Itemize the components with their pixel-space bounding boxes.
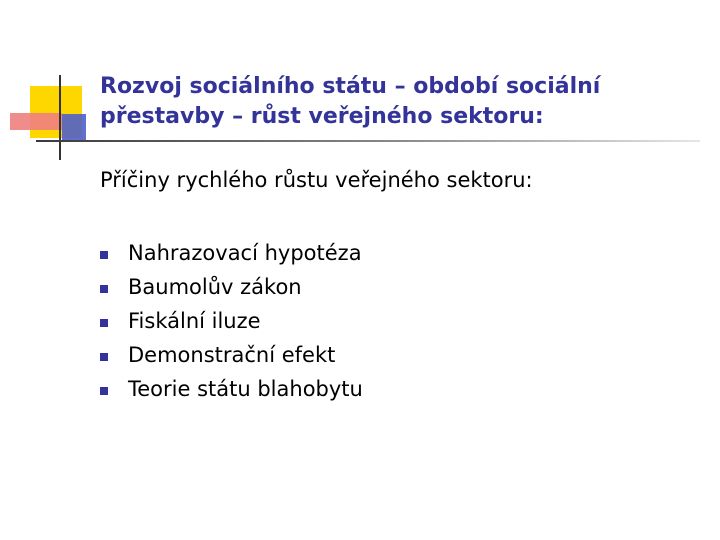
bullet-text: Teorie státu blahobytu — [128, 377, 363, 401]
bullet-text: Nahrazovací hypotéza — [128, 241, 362, 265]
bullet-text: Baumolův zákon — [128, 275, 302, 299]
slide-title: Rozvoj sociálního státu – období sociální přestavby – růst veřejného sektoru: — [100, 74, 601, 129]
square-bullet-icon — [100, 387, 108, 395]
decor-blue-square — [62, 114, 86, 140]
slide-logo-decoration — [0, 0, 100, 170]
title-divider — [36, 140, 700, 142]
square-bullet-icon — [100, 353, 108, 361]
square-bullet-icon — [100, 251, 108, 259]
decor-red-bar — [10, 113, 62, 130]
list-item — [100, 338, 363, 372]
list-item — [100, 270, 363, 304]
slide-subtitle: Příčiny rychlého růstu veřejného sektoru: — [100, 168, 533, 192]
list-item — [100, 304, 363, 338]
square-bullet-icon — [100, 319, 108, 327]
bullet-text: Demonstrační efekt — [128, 343, 336, 367]
bullet-list — [100, 236, 363, 406]
list-item — [100, 236, 363, 270]
square-bullet-icon — [100, 285, 108, 293]
bullet-text: Fiskální iluze — [128, 309, 261, 333]
list-item — [100, 372, 363, 406]
